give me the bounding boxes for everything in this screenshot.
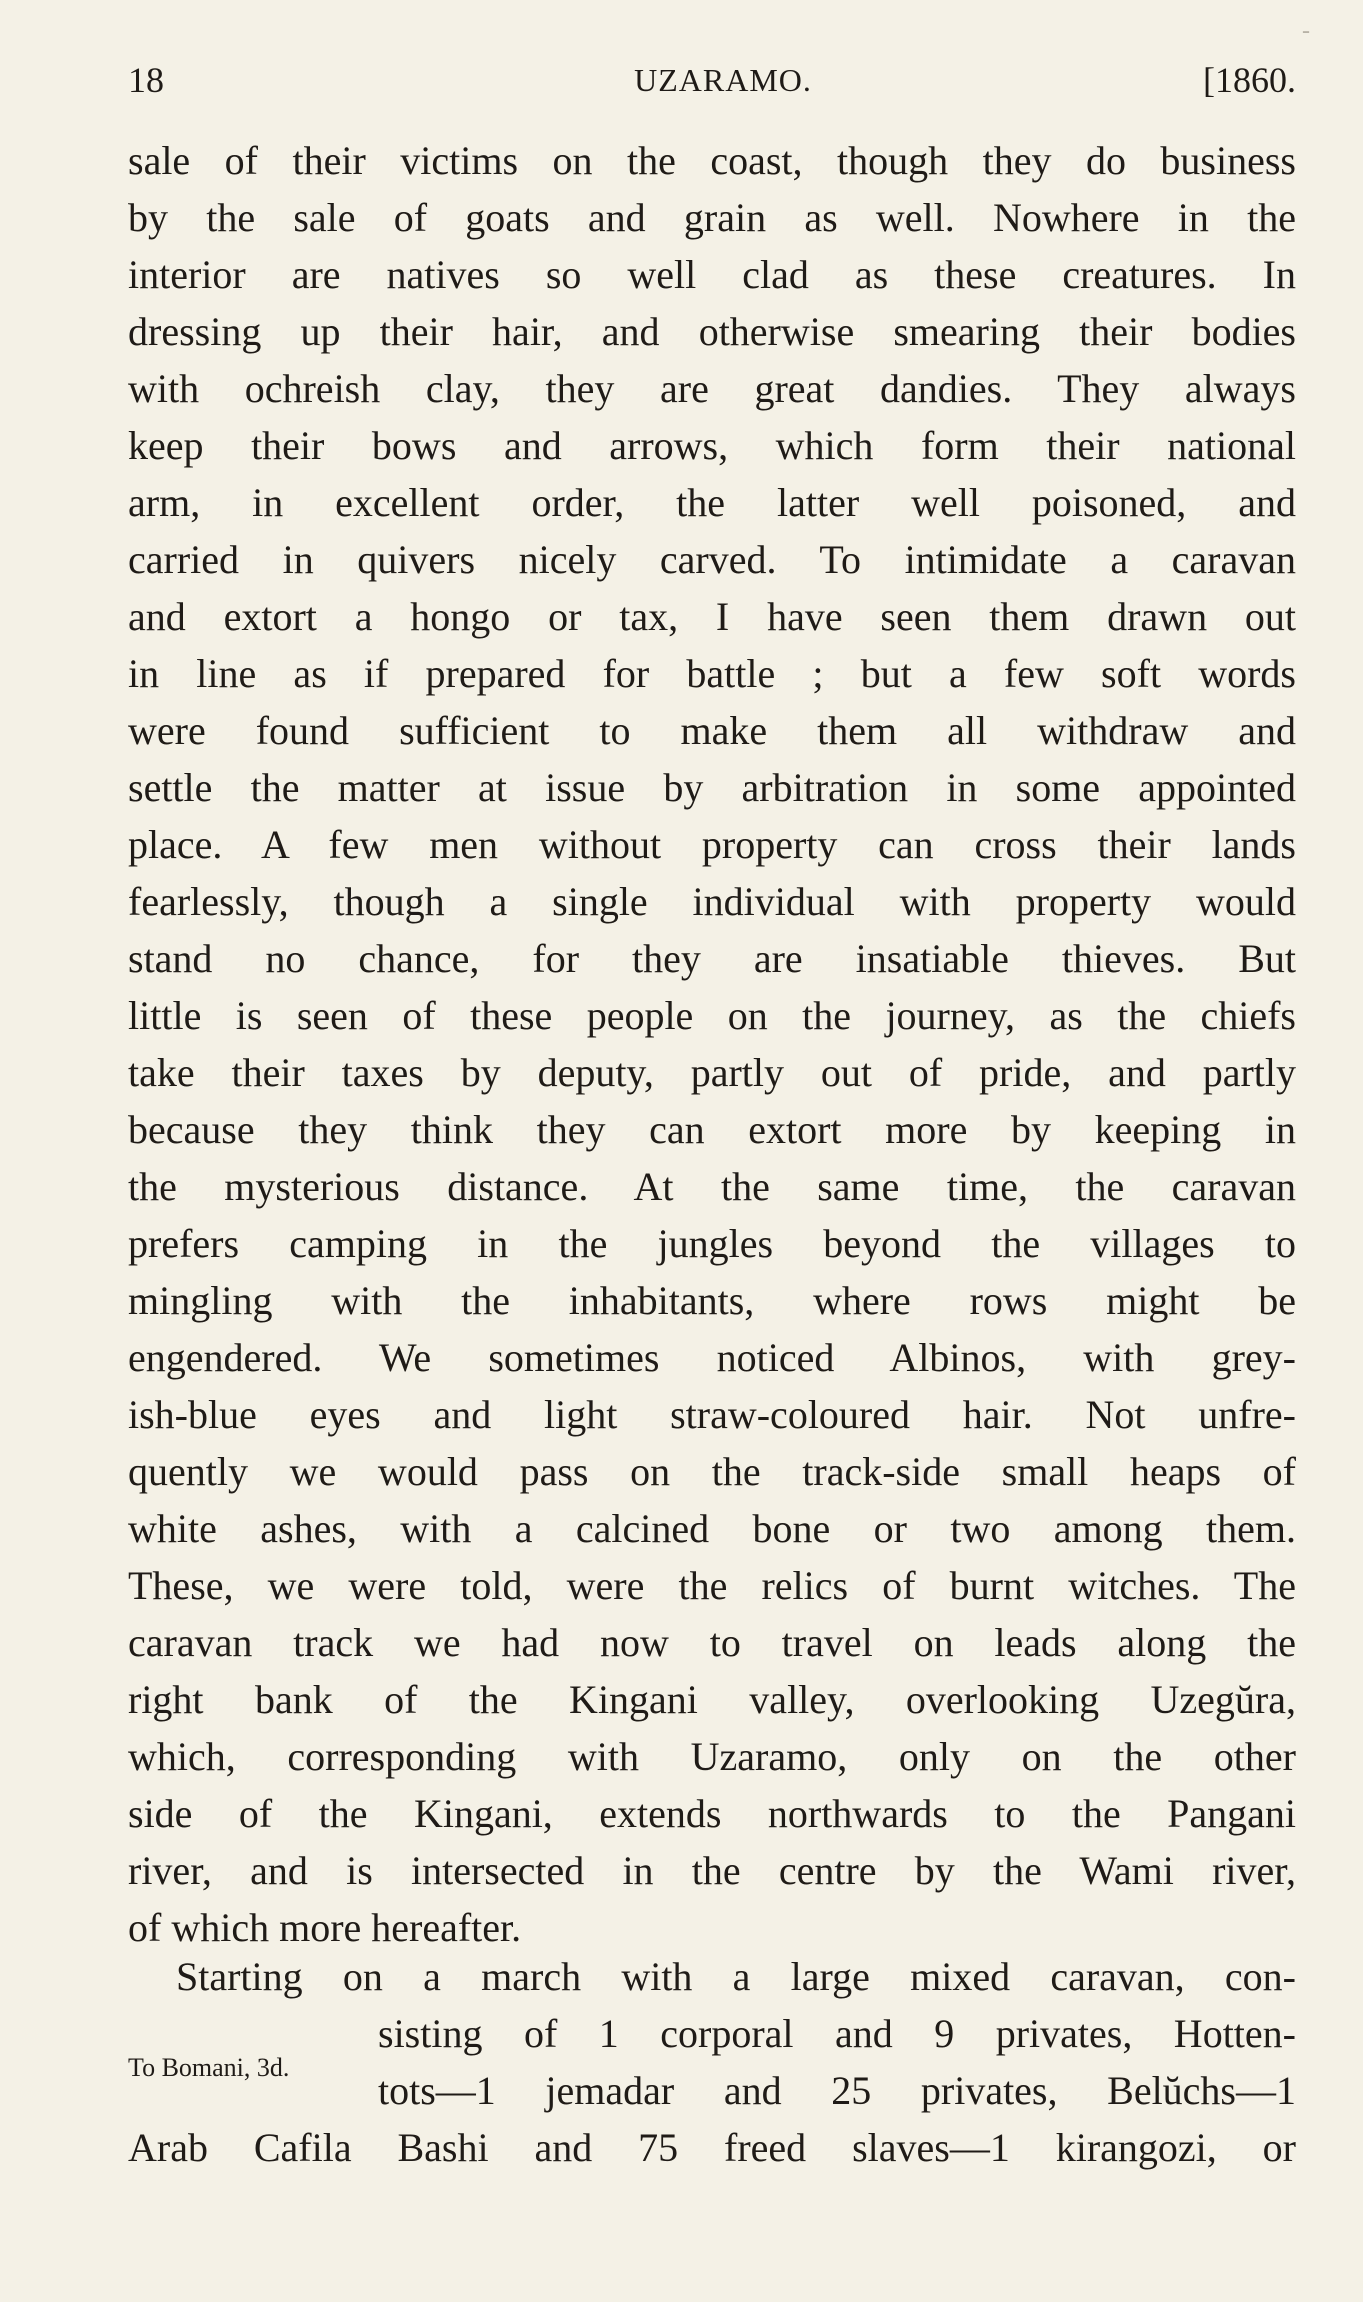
running-title: UZARAMO. [634, 62, 812, 98]
text-line: tots—1 jemadar and 25 privates, Belŭchs—1 [378, 2068, 1296, 2113]
running-head [128, 50, 1296, 110]
sidenote-text-line [128, 2062, 1296, 2119]
text-line: take their taxes by deputy, partly out of pride, and partly [128, 1050, 1296, 1095]
text-line: mingling with the inhabitants, where rows might be [128, 1278, 1296, 1323]
text-line: quently we would pass on the track-side small heaps of [128, 1449, 1296, 1494]
page-artifact: - [1302, 18, 1310, 44]
text-line: river, and is intersected in the centre by the Wami river, [128, 1848, 1296, 1893]
text-line: ish-blue eyes and light straw-coloured hair. Not unfre- [128, 1392, 1296, 1437]
text-line: by the sale of goats and grain as well. Nowhere in the [128, 195, 1296, 240]
text-line: of which more hereafter. [128, 1905, 522, 1950]
text-line: little is seen of these people on the journey, as the chiefs [128, 993, 1296, 1038]
text-line: right bank of the Kingani valley, overlooking Uzegŭra, [128, 1677, 1296, 1722]
text-line: place. A few men without property can cross their lands [128, 822, 1296, 867]
text-line: because they think they can extort more by keeping in [128, 1107, 1296, 1152]
text-line: sale of their victims on the coast, though they do business [128, 138, 1296, 183]
text-line: arm, in excellent order, the latter well poisoned, and [128, 480, 1296, 525]
text-line: settle the matter at issue by arbitration in some appointed [128, 765, 1296, 810]
text-line: interior are natives so well clad as these creatures. In [128, 252, 1296, 297]
text-line: carried in quivers nicely carved. To intimidate a caravan [128, 537, 1296, 582]
text-line: in line as if prepared for battle ; but a few soft words [128, 651, 1296, 696]
sidenote-text-line [128, 2005, 1296, 2062]
text-line: side of the Kingani, extends northwards to the Pangani [128, 1791, 1296, 1836]
text-line: engendered. We sometimes noticed Albinos, with grey- [128, 1335, 1296, 1380]
text-line: Starting on a march with a large mixed caravan, con- [176, 1954, 1296, 1999]
text-line: stand no chance, for they are insatiable thieves. But [128, 936, 1296, 981]
text-line: white ashes, with a calcined bone or two among them. [128, 1506, 1296, 1551]
text-line: keep their bows and arrows, which form their national [128, 423, 1296, 468]
text-line: which, corresponding with Uzaramo, only on the other [128, 1734, 1296, 1779]
text-line: the mysterious distance. At the same time, the caravan [128, 1164, 1296, 1209]
text-line: sisting of 1 corporal and 9 privates, Hotten- [378, 2011, 1296, 2056]
text-line: dressing up their hair, and otherwise smearing their bodies [128, 309, 1296, 354]
text-line: with ochreish clay, they are great dandies. They always [128, 366, 1296, 411]
paragraph-1 [128, 132, 1296, 1956]
text-line: were found sufficient to make them all withdraw and [128, 708, 1296, 753]
text-line: prefers camping in the jungles beyond the villages to [128, 1221, 1296, 1266]
year-marker: [1860. [1203, 60, 1296, 100]
paragraph-2 [128, 1948, 1296, 2176]
text-line: These, we were told, were the relics of burnt witches. The [128, 1563, 1296, 1608]
text-line: caravan track we had now to travel on leads along the [128, 1620, 1296, 1665]
margin-note: To Bomani, 3d. [128, 2053, 290, 2082]
page-number: 18 [128, 60, 164, 100]
text-line: and extort a hongo or tax, I have seen them drawn out [128, 594, 1296, 639]
text-line: Arab Cafila Bashi and 75 freed slaves—1 kirangozi, or [128, 2125, 1296, 2170]
text-line: fearlessly, though a single individual with property would [128, 879, 1296, 924]
